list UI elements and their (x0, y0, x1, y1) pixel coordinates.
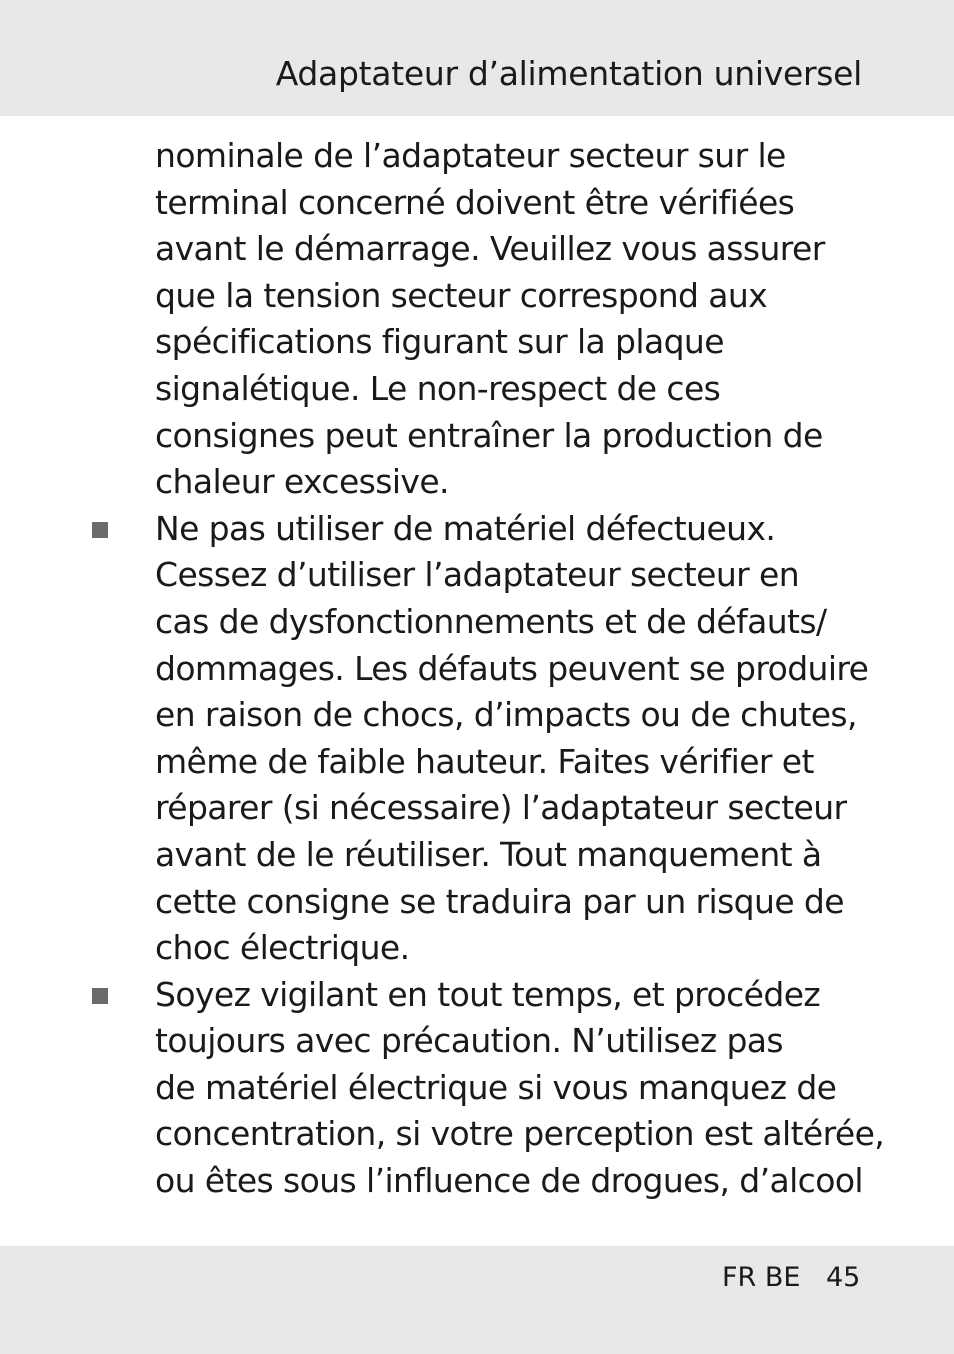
text-line: consignes peut entraîner la production de (155, 415, 823, 455)
text-line: cette consigne se traduira par un risque de (155, 881, 844, 921)
text-line: avant de le réutiliser. Tout manquement à (155, 834, 822, 874)
header-bar (0, 0, 954, 116)
document-body (0, 133, 954, 1205)
text-line: que la tension secteur correspond aux (155, 275, 768, 315)
footer-bar (0, 1246, 954, 1354)
square-bullet-icon (92, 988, 108, 1004)
text-line: ou êtes sous l’influence de drogues, d’alcool (155, 1161, 863, 1201)
text-line: de matériel électrique si vous manquez de (155, 1067, 837, 1107)
square-bullet-icon (92, 522, 108, 538)
bullet-item-defective-equipment (0, 506, 954, 972)
text-line: avant le démarrage. Veuillez vous assurer (155, 229, 825, 269)
text-line: réparer (si nécessaire) l’adaptateur secteur (155, 788, 847, 828)
text-line: choc électrique. (155, 928, 410, 968)
bullet-item-be-vigilant (0, 972, 954, 1205)
page-number: 45 (826, 1262, 861, 1293)
paragraph-continuation (0, 133, 954, 506)
page-header-title: Adaptateur d’alimentation universel (275, 54, 862, 93)
text-line: Cessez d’utiliser l’adaptateur secteur en (155, 555, 800, 595)
text-line: spécifications figurant sur la plaque (155, 322, 724, 362)
text-line: terminal concerné doivent être vérifiées (155, 182, 795, 222)
footer-language-code: FR BE (722, 1262, 801, 1293)
text-line: signalétique. Le non-respect de ces (155, 368, 721, 408)
text-line: même de faible hauteur. Faites vérifier et (155, 741, 814, 781)
text-line: dommages. Les défauts peuvent se produire (155, 648, 869, 688)
text-line: chaleur excessive. (155, 462, 449, 502)
text-line: concentration, si votre perception est altérée, (155, 1114, 885, 1154)
text-line: toujours avec précaution. N’utilisez pas (155, 1021, 784, 1061)
text-line: Ne pas utiliser de matériel défectueux. (155, 508, 776, 548)
text-line: cas de dysfonctionnements et de défauts/ (155, 601, 827, 641)
text-line: en raison de chocs, d’impacts ou de chutes, (155, 695, 857, 735)
text-line: Soyez vigilant en tout temps, et procédez (155, 974, 821, 1014)
text-line: nominale de l’adaptateur secteur sur le (155, 136, 786, 175)
